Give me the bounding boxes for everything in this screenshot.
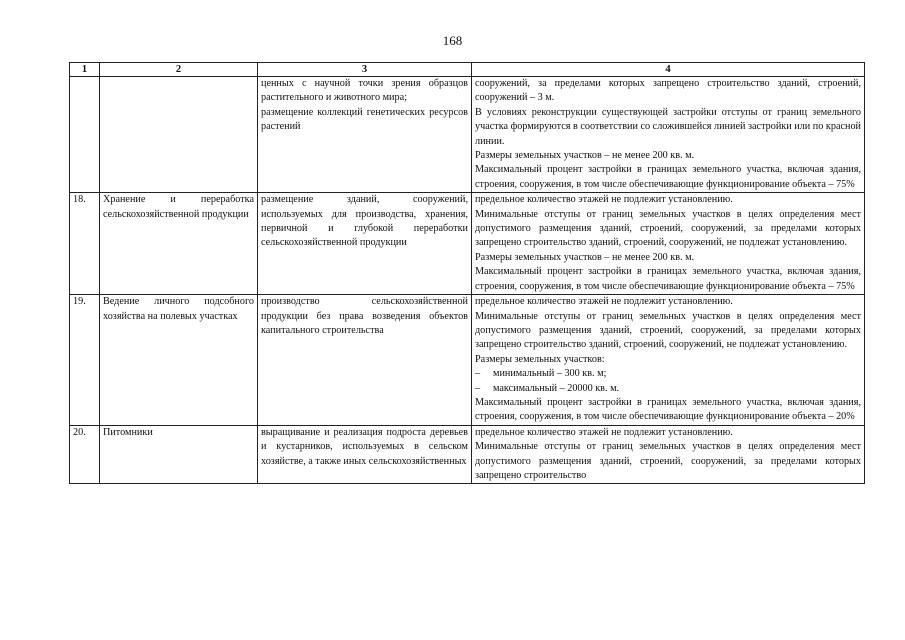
row-number: 19. bbox=[70, 295, 100, 426]
parameters-cell bbox=[472, 193, 865, 295]
parameters-cell bbox=[472, 77, 865, 193]
parameter-text: Максимальный процент застройки в границах земельного участка, включая здания, строения, сооружения, в том числе обеспечивающие функционирование объекта – 20% bbox=[475, 396, 861, 423]
parameter-text: предельное количество этажей не подлежит установлению. bbox=[475, 426, 733, 438]
parameter-text: Максимальный процент застройки в границах земельного участка, включая здания, строения, сооружения, в том числе обеспечивающие функционирование объекта – 75% bbox=[475, 266, 861, 292]
row-number bbox=[70, 77, 100, 193]
table-row bbox=[70, 193, 865, 295]
parameter-text: Размеры земельных участков: bbox=[475, 353, 605, 365]
list-item-text: максимальный – 20000 кв. м. bbox=[493, 382, 620, 394]
list-item bbox=[475, 367, 861, 381]
header-row bbox=[70, 63, 865, 77]
header-col-4: 4 bbox=[472, 63, 865, 77]
table-row bbox=[70, 77, 865, 193]
parameter-text: Минимальные отступы от границ земельных участков в целях определения мест допустимого размещения зданий, строений, сооружений, за пределами которых запрещено строительство зданий, строений, сооружений, не подлежат установлению. bbox=[475, 208, 861, 249]
header-col-2: 2 bbox=[100, 63, 258, 77]
use-description: производство сельскохозяйственной продукции без права возведения объектов капитального строительства bbox=[258, 295, 472, 426]
parameter-text: Минимальные отступы от границ земельных участков в целях определения мест допустимого размещения зданий, строений, сооружений, за пределами которых запрещено строительство bbox=[475, 441, 861, 481]
parameter-text: Максимальный процент застройки в границах земельного участка, включая здания, строения, сооружения, в том числе обеспечивающие функционирование объекта – 75% bbox=[475, 164, 861, 190]
row-number: 20. bbox=[70, 425, 100, 484]
use-name: Хранение и переработка сельскохозяйственной продукции bbox=[100, 193, 258, 295]
parameter-text: предельное количество этажей не подлежит установлению. bbox=[475, 194, 733, 206]
parameters-cell bbox=[472, 295, 865, 426]
list-item-text: минимальный – 300 кв. м; bbox=[493, 368, 607, 380]
table-row bbox=[70, 295, 865, 426]
parameter-text: В условиях реконструкции существующей застройки отступы от границ земельного участка формируются в соответствии со сложившейся линией застройки или по красной линии. bbox=[475, 106, 861, 147]
list-item bbox=[475, 382, 861, 396]
use-name: Питомники bbox=[100, 425, 258, 484]
row-number: 18. bbox=[70, 193, 100, 295]
use-description: выращивание и реализация подроста деревьев и кустарников, используемых в сельском хозяйстве, а также иных сельскохозяйственных bbox=[258, 425, 472, 484]
parameter-text: Размеры земельных участков – не менее 200 кв. м. bbox=[475, 251, 695, 263]
dash-marker: – bbox=[475, 368, 481, 380]
regulations-table bbox=[69, 62, 865, 484]
use-description: ценных с научной точки зрения образцов растительного и животного мира; размещение коллекций генетических ресурсов растений bbox=[258, 77, 472, 193]
parameter-text: Размеры земельных участков – не менее 200 кв. м. bbox=[475, 150, 695, 162]
dash-marker: – bbox=[475, 382, 481, 394]
parameter-text: предельное количество этажей не подлежит установлению. bbox=[475, 296, 733, 308]
use-name bbox=[100, 77, 258, 193]
page-number: 168 bbox=[442, 33, 463, 48]
header-col-1: 1 bbox=[70, 63, 100, 77]
header-col-3: 3 bbox=[258, 63, 472, 77]
use-name: Ведение личного подсобного хозяйства на полевых участках bbox=[100, 295, 258, 426]
table-row bbox=[70, 425, 865, 484]
parameter-text: сооружений, за пределами которых запрещено строительство зданий, строений, сооружений – 3 м. bbox=[475, 78, 861, 104]
parameter-text: Минимальные отступы от границ земельных участков в целях определения мест допустимого размещения зданий, строений, сооружений, за пределами которых запрещено строительство зданий, строений, сооружений, не подлежат установлению. bbox=[475, 310, 861, 351]
use-description: размещение зданий, сооружений, используемых для производства, хранения, первичной и глубокой переработки сельскохозяйственной продукции bbox=[258, 193, 472, 295]
parameters-cell bbox=[472, 425, 865, 484]
